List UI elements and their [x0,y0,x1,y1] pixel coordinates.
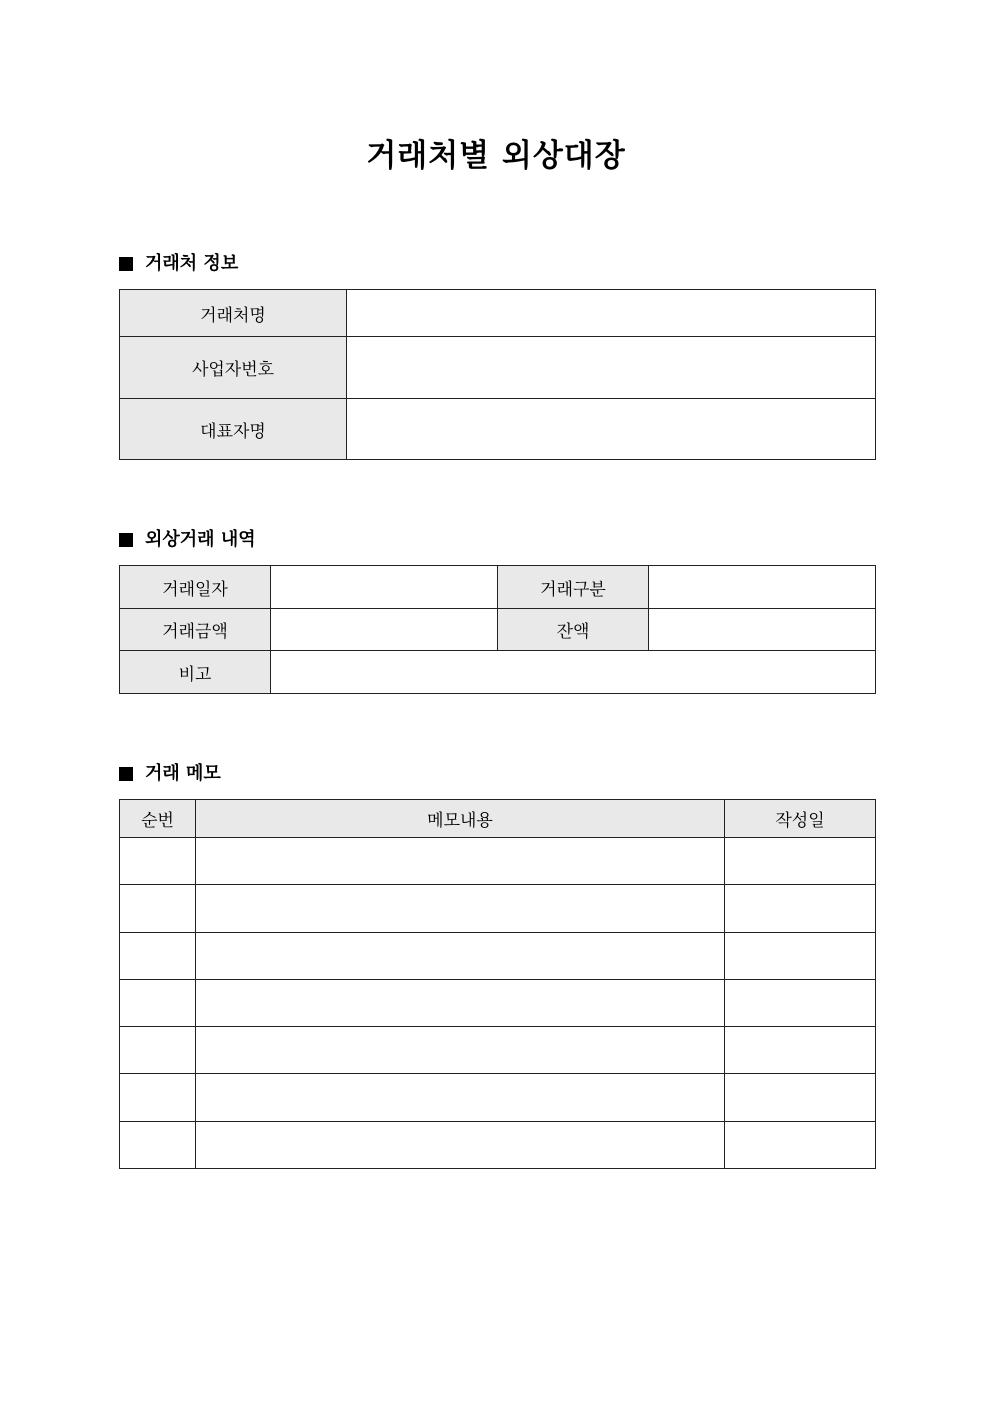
section-heading-credit-transaction [119,528,256,552]
memo-content-cell[interactable] [196,1074,725,1122]
column-header-number: 순번 [120,800,196,838]
representative-name-label: 대표자명 [120,399,347,460]
memo-date-cell[interactable] [725,1122,876,1169]
transaction-type-field[interactable] [649,566,876,609]
business-number-label: 사업자번호 [120,337,347,399]
table-row [120,1122,876,1169]
table-row [120,1074,876,1122]
memo-content-cell[interactable] [196,1122,725,1169]
table-row [120,980,876,1027]
table-header-row [120,800,876,838]
section-title: 거래 메모 [145,763,221,784]
memo-date-cell[interactable] [725,980,876,1027]
table-row [120,337,876,399]
section-heading-client-info [119,252,238,276]
memo-date-cell[interactable] [725,1027,876,1074]
table-row [120,609,876,651]
memo-content-cell[interactable] [196,1027,725,1074]
memo-number-cell[interactable] [120,838,196,885]
table-row [120,933,876,980]
square-bullet-icon [119,767,133,781]
note-field[interactable] [271,651,876,694]
memo-number-cell[interactable] [120,1122,196,1169]
memo-number-cell[interactable] [120,933,196,980]
memo-content-cell[interactable] [196,980,725,1027]
section-title: 거래처 정보 [145,253,239,274]
memo-number-cell[interactable] [120,1027,196,1074]
memo-content-cell[interactable] [196,838,725,885]
table-row [120,838,876,885]
section-heading-memo [119,762,221,786]
memo-date-cell[interactable] [725,885,876,933]
transaction-amount-field[interactable] [271,609,498,651]
credit-transaction-table [119,565,876,694]
transaction-date-field[interactable] [271,566,498,609]
client-name-label: 거래처명 [120,290,347,337]
note-label: 비고 [120,651,271,694]
balance-label: 잔액 [498,609,649,651]
memo-number-cell[interactable] [120,885,196,933]
column-header-memo-content: 메모내용 [196,800,725,838]
transaction-amount-label: 거래금액 [120,609,271,651]
table-row [120,290,876,337]
memo-table [119,799,876,1169]
transaction-date-label: 거래일자 [120,566,271,609]
table-row [120,885,876,933]
table-row [120,1027,876,1074]
memo-date-cell[interactable] [725,1074,876,1122]
balance-field[interactable] [649,609,876,651]
memo-number-cell[interactable] [120,980,196,1027]
memo-date-cell[interactable] [725,933,876,980]
representative-name-field[interactable] [347,399,876,460]
square-bullet-icon [119,257,133,271]
business-number-field[interactable] [347,337,876,399]
transaction-type-label: 거래구분 [498,566,649,609]
table-row [120,651,876,694]
column-header-written-date: 작성일 [725,800,876,838]
memo-content-cell[interactable] [196,885,725,933]
client-name-field[interactable] [347,290,876,337]
memo-content-cell[interactable] [196,933,725,980]
memo-number-cell[interactable] [120,1074,196,1122]
memo-date-cell[interactable] [725,838,876,885]
client-info-table [119,289,876,460]
section-title: 외상거래 내역 [145,529,256,550]
square-bullet-icon [119,533,133,547]
table-row [120,566,876,609]
document-title: 거래처별 외상대장 [366,138,626,174]
table-row [120,399,876,460]
